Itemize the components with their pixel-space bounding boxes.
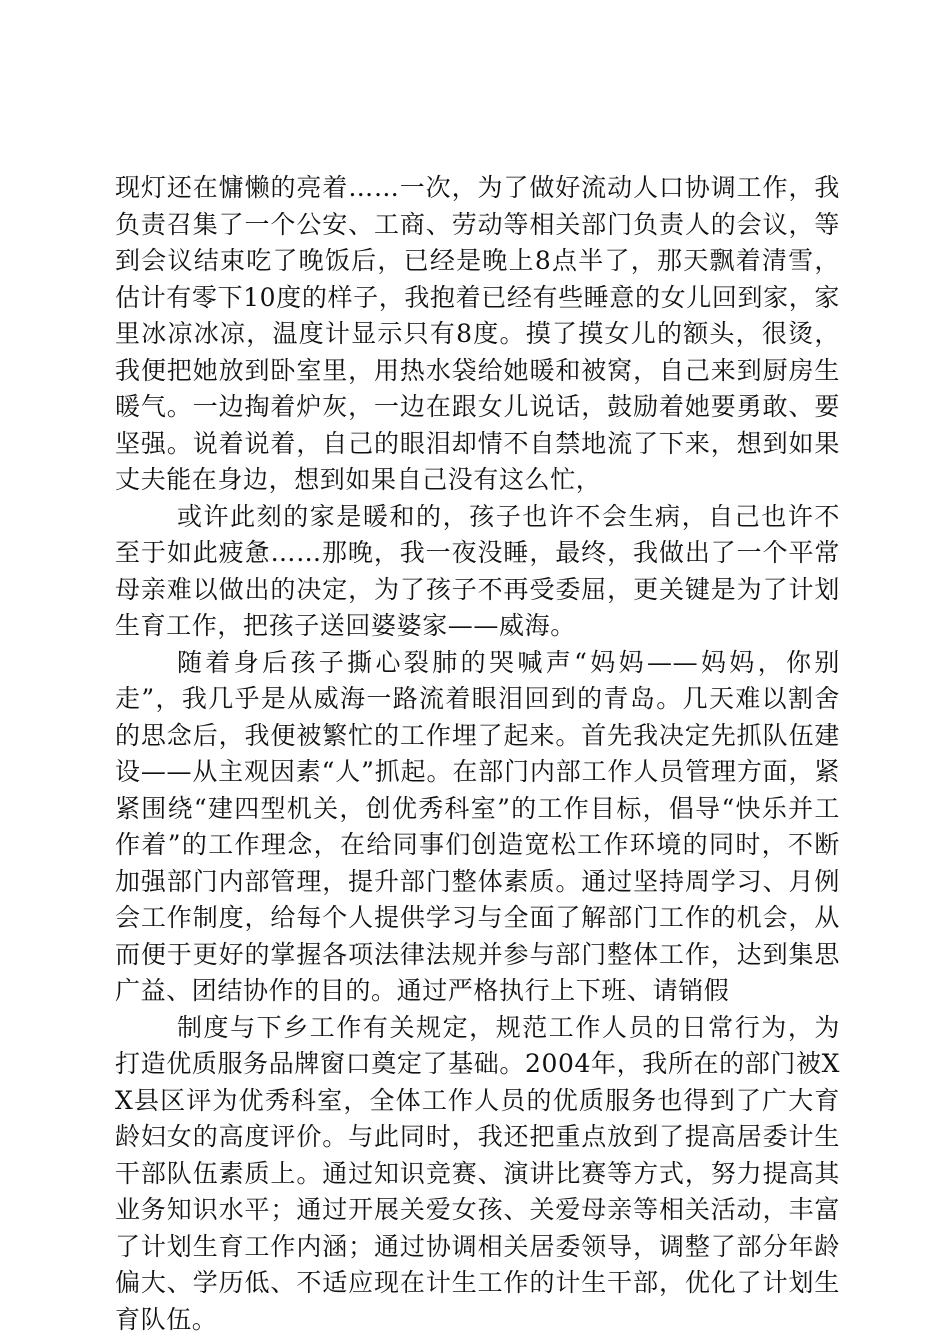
paragraph-4: 制度与下乡工作有关规定，规范工作人员的日常行为，为打造优质服务品牌窗口奠定了基础。2004年，我所在的部门被XX县区评为优秀科室，全体工作人员的优质服务也得到了广大育龄妇女的高度评价。与此同时，我还把重点放到了提高居委计生干部队伍素质上。通过知识竞赛、演讲比赛等方式，努力提高其业务知识水平；通过开展关爱女孩、关爱母亲等相关活动，丰富了计划生育工作内涵；通过协调相关居委领导，调整了部分年龄偏大、学历低、不适应现在计生工作的计生干部，优化了计划生育队伍。 (115, 1012, 840, 1334)
paragraph-3: 随着身后孩子撕心裂肺的哭喊声“妈妈——妈妈，你别走”，我几乎是从威海一路流着眼泪回到的青岛。几天难以割舍的思念后，我便被繁忙的工作埋了起来。首先我决定先抓队伍建设——从主观因素“人”抓起。在部门内部工作人员管理方面，紧紧围绕“建四型机关，创优秀科室”的工作目标，倡导“快乐并工作着”的工作理念，在给同事们创造宽松工作环境的同时，不断加强部门内部管理，提升部门整体素质。通过坚持周学习、月例会工作制度，给每个人提供学习与全面了解部门工作的机会，从而便于更好的掌握各项法律法规并参与部门整体工作，达到集思广益、团结协作的目的。通过严格执行上下班、请销假 (115, 647, 840, 1005)
paragraph-2: 或许此刻的家是暖和的，孩子也许不会生病，自己也许不至于如此疲惫……那晚，我一夜没睡，最终，我做出了一个平常母亲难以做出的决定，为了孩子不再受委屈，更关键是为了计划生育工作，把孩子送回婆婆家——威海。 (115, 501, 840, 640)
paragraph-1: 现灯还在慵懒的亮着……一次，为了做好流动人口协调工作，我负责召集了一个公安、工商、劳动等相关部门负责人的会议，等到会议结束吃了晚饭后，已经是晚上8点半了，那天飘着清雪，估计有零下10度的样子，我抱着已经有些睡意的女儿回到家，家里冰凉冰凉，温度计显示只有8度。摸了摸女儿的额头，很烫，我便把她放到卧室里，用热水袋给她暖和被窝，自己来到厨房生暖气。一边掏着炉灰，一边在跟女儿说话，鼓励着她要勇敢、要坚强。说着说着，自己的眼泪却情不自禁地流了下来，想到如果丈夫能在身边，想到如果自己没有这么忙， (115, 173, 840, 494)
document-body (115, 170, 840, 1338)
